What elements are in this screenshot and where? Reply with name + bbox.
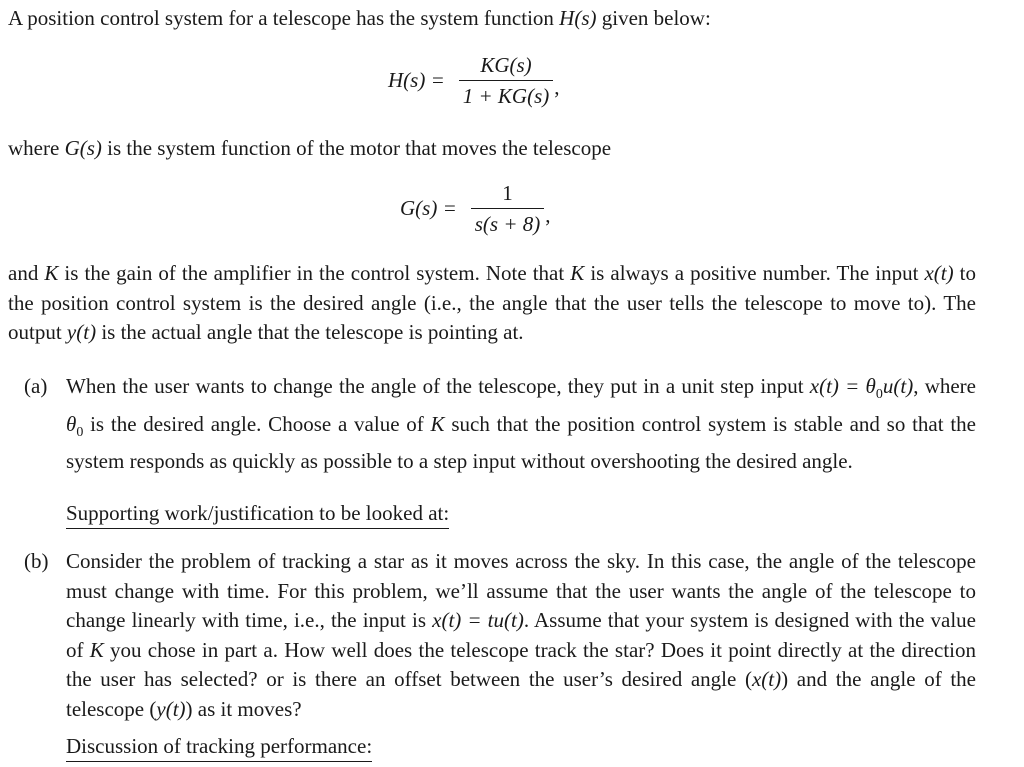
para-text: is the actual angle that the telescope is pointing at. [96, 320, 524, 344]
equation-g-lhs: G(s) = [400, 196, 457, 220]
equation-g-fraction [471, 180, 545, 237]
description-paragraph [8, 259, 976, 348]
math-ramp-input: x(t) = tu(t) [432, 608, 524, 632]
part-b-text-span: ) and the angle of the telescope ( [66, 667, 977, 721]
math-subscript: 0 [76, 424, 84, 440]
math-k: K [89, 637, 104, 662]
part-b-text [66, 547, 976, 724]
math-k: K [430, 411, 445, 436]
math-unit-step: u(t) [882, 374, 914, 398]
part-a-text-span: , where [913, 374, 976, 398]
part-b-text-span: Consider the problem of tracking a star as it moves across the sky. In this case, the angle of the telescope must change with time. For this problem, we’ll assume that the user wants the angle of the telescope to change linearly with time, i.e., the input is [66, 549, 976, 632]
math-theta: θ [66, 411, 77, 436]
equation-h-denominator: 1 + KG(s) [459, 80, 554, 109]
equation-h-lhs: H(s) = [388, 68, 445, 92]
para-text: is always a positive number. The input [584, 261, 925, 285]
math-k: K [570, 261, 585, 285]
equation-g-comma: , [545, 203, 551, 227]
part-a [8, 372, 976, 477]
equation-h-numerator: KG(s) [480, 53, 532, 77]
part-a-text [66, 372, 976, 477]
math-x-of-t: x(t) [751, 667, 782, 691]
part-a-text-span: such that the position control system is stable and so that the system responds as quickly as possible to a step input without overshooting the desired angle. [66, 411, 977, 474]
math-y-of-t: y(t) [156, 696, 186, 721]
para-text: to the position control system is the desired angle (i.e., the angle that the user tells the telescope to move to). The output [8, 261, 976, 344]
para-text: and [8, 261, 45, 285]
equation-h-comma: , [554, 75, 560, 99]
math-step-input: x(t) = θ [809, 374, 876, 398]
where-line [8, 134, 976, 164]
part-a-label: (a) [24, 374, 48, 398]
equation-h-fraction [459, 52, 554, 109]
para-text: is the gain of the amplifier in the control system. Note that [58, 261, 571, 285]
where-text-end: is the system function of the motor that moves the telescope [101, 136, 612, 160]
math-y-of-t: y(t) [66, 320, 97, 344]
where-text: where [8, 136, 65, 160]
equation-h [388, 52, 560, 109]
math-k: K [44, 261, 59, 285]
part-b-label: (b) [24, 549, 49, 573]
intro-text-end: given below: [596, 6, 711, 30]
intro-text: A position control system for a telescope has the system function [8, 6, 560, 30]
intro-line [8, 4, 976, 34]
equation-g-numerator: 1 [502, 181, 513, 205]
part-b-text-span: you chose in part a. How well does the telescope track the star? Does it point directly at the direction the user has selected? or is there an offset between the user’s desired angle ( [66, 637, 976, 691]
part-a-support-heading: Supporting work/justification to be looked at: [66, 500, 449, 529]
part-b-text-span: ) as it moves? [185, 696, 302, 721]
math-subscript: 0 [875, 387, 883, 403]
part-b-text-span: . Assume that your system is designed with the value of [66, 608, 976, 662]
part-b-support-heading: Discussion of tracking performance: [66, 733, 372, 762]
equation-g [400, 180, 551, 237]
math-x-of-t: x(t) [924, 261, 954, 285]
part-b [8, 547, 976, 724]
part-a-text-span: When the user wants to change the angle of the telescope, they put in a unit step input [66, 374, 810, 398]
equation-g-denominator: s(s + 8) [471, 208, 545, 237]
part-a-text-span: is the desired angle. Choose a value of [83, 411, 431, 436]
math-g-of-s: G(s) [64, 136, 102, 160]
math-h-of-s: H(s) [559, 6, 597, 30]
